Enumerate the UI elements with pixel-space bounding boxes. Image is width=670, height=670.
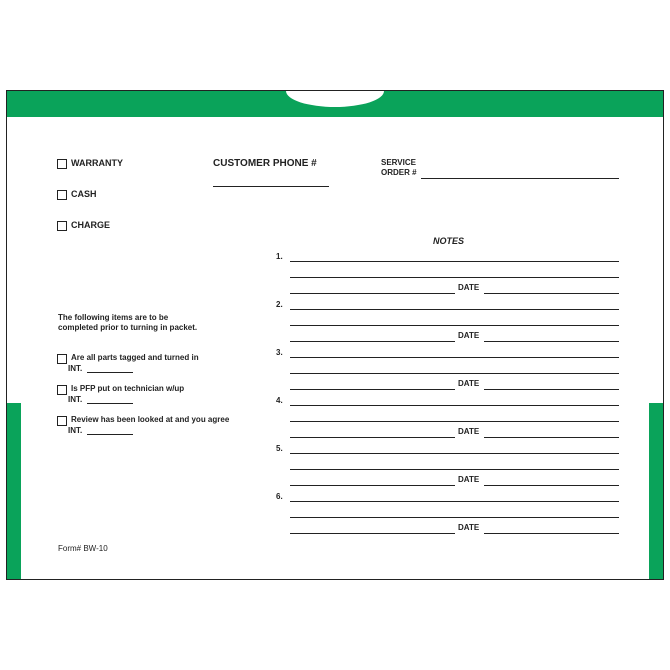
cash-label: CASH <box>71 189 97 199</box>
cash-checkbox[interactable] <box>57 190 67 200</box>
note-number: 3. <box>276 348 283 357</box>
parts-tagged-int-label: INT. <box>68 364 83 373</box>
note-number: 6. <box>276 492 283 501</box>
service-order-field[interactable] <box>421 178 619 179</box>
left-green-strip <box>7 403 21 579</box>
instructions-intro-line1: The following items are to be <box>58 313 169 322</box>
charge-checkbox[interactable] <box>57 221 67 231</box>
note-line[interactable] <box>290 421 619 422</box>
parts-tagged-text: Are all parts tagged and turned in <box>71 353 199 362</box>
note-line[interactable] <box>290 341 455 342</box>
note-date-label: DATE <box>458 427 480 436</box>
review-int-field[interactable] <box>87 434 133 435</box>
review-checkbox[interactable] <box>57 416 67 426</box>
note-date-label: DATE <box>458 283 480 292</box>
notes-title: NOTES <box>433 236 465 246</box>
note-line[interactable] <box>290 357 619 358</box>
note-date-field[interactable] <box>484 389 619 390</box>
charge-label: CHARGE <box>71 220 111 230</box>
review-int-label: INT. <box>68 426 83 435</box>
review-text: Review has been looked at and you agree <box>71 415 230 424</box>
parts-tagged-int-field[interactable] <box>87 372 133 373</box>
parts-tagged-checkbox[interactable] <box>57 354 67 364</box>
note-date-label: DATE <box>458 331 480 340</box>
note-line[interactable] <box>290 293 455 294</box>
pfp-int-field[interactable] <box>87 403 133 404</box>
note-line[interactable] <box>290 373 619 374</box>
pfp-text: Is PFP put on technician w/up <box>71 384 185 393</box>
warranty-checkbox[interactable] <box>57 159 67 169</box>
note-date-field[interactable] <box>484 293 619 294</box>
note-line[interactable] <box>290 389 455 390</box>
note-line[interactable] <box>290 517 619 518</box>
note-date-label: DATE <box>458 475 480 484</box>
pfp-int-label: INT. <box>68 395 83 404</box>
top-green-band <box>7 91 663 117</box>
note-line[interactable] <box>290 485 455 486</box>
note-line[interactable] <box>290 309 619 310</box>
note-number: 4. <box>276 396 283 405</box>
note-line[interactable] <box>290 533 455 534</box>
note-date-field[interactable] <box>484 485 619 486</box>
customer-phone-field[interactable] <box>213 186 329 187</box>
note-line[interactable] <box>290 501 619 502</box>
note-line[interactable] <box>290 261 619 262</box>
service-label: SERVICE <box>381 158 416 167</box>
note-number: 2. <box>276 300 283 309</box>
note-date-field[interactable] <box>484 437 619 438</box>
warranty-label: WARRANTY <box>71 158 123 168</box>
pfp-checkbox[interactable] <box>57 385 67 395</box>
right-green-strip <box>649 403 663 579</box>
note-line[interactable] <box>290 277 619 278</box>
customer-phone-label: CUSTOMER PHONE # <box>213 158 317 169</box>
note-line[interactable] <box>290 437 455 438</box>
instructions-intro-line2: completed prior to turning in packet. <box>58 323 198 332</box>
form-number: Form# BW-10 <box>58 544 108 553</box>
work-order-envelope-form <box>6 90 664 580</box>
note-date-field[interactable] <box>484 341 619 342</box>
note-date-label: DATE <box>458 379 480 388</box>
note-date-label: DATE <box>458 523 480 532</box>
note-number: 1. <box>276 252 283 261</box>
note-line[interactable] <box>290 405 619 406</box>
note-line[interactable] <box>290 453 619 454</box>
note-line[interactable] <box>290 469 619 470</box>
note-date-field[interactable] <box>484 533 619 534</box>
note-number: 5. <box>276 444 283 453</box>
order-number-label: ORDER # <box>381 168 417 177</box>
note-line[interactable] <box>290 325 619 326</box>
